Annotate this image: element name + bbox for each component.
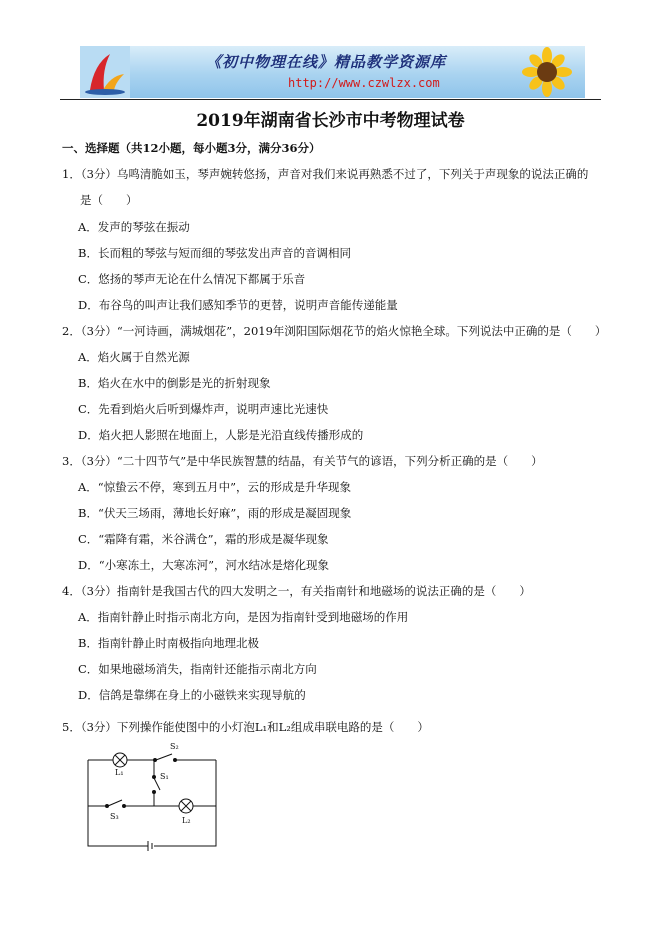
question-2-option-a: A．焰火属于自然光源 <box>78 350 190 364</box>
question-2-option-d: D．焰火把人影照在地面上，人影是光沿直线传播形成的 <box>78 428 364 442</box>
question-2-text: 2．（3分）“一河诗画，满城烟花”，2019年浏阳国际烟花节的焰火惊艳全球。下列说法中正确的是（ ） <box>62 324 607 338</box>
page-title: 2019年湖南省长沙市中考物理试卷 <box>196 111 465 131</box>
circuit-label-s3: S₃ <box>110 812 119 821</box>
circuit-label-s1: S₁ <box>160 772 169 781</box>
question-2-option-b: B．焰火在水中的倒影是光的折射现象 <box>78 376 271 390</box>
banner-title: 《初中物理在线》精品教学资源库 <box>206 53 447 71</box>
banner-url: http://www.czwlzx.com <box>288 76 440 90</box>
question-3-text: 3．（3分）“二十四节气”是中华民族智慧的结晶，有关节气的谚语，下列分析正确的是（ ） <box>62 454 543 468</box>
site-logo <box>80 46 130 98</box>
header-banner <box>80 46 585 98</box>
question-1-option-d: D．布谷鸟的叫声让我们感知季节的更替，说明声音能传递能量 <box>78 298 398 312</box>
circuit-label-l1: L₁ <box>115 768 124 777</box>
circuit-label-l2: L₂ <box>182 816 191 825</box>
header-rule <box>60 99 601 100</box>
question-1-option-b: B．长而粗的琴弦与短而细的琴弦发出声音的音调相同 <box>78 246 351 260</box>
question-4-option-b: B．指南针静止时南极指向地理北极 <box>78 636 259 650</box>
question-3-option-d: D．“小寒冻土，大寒冻河”，河水结冰是熔化现象 <box>78 558 329 572</box>
question-4-option-d: D．信鸽是靠绑在身上的小磁铁来实现导航的 <box>78 688 306 702</box>
question-3-option-b: B．“伏天三场雨，薄地长好麻”，雨的形成是凝固现象 <box>78 506 352 520</box>
circuit-label-s2: S₂ <box>170 742 179 751</box>
question-1-text: 1．（3分）乌鸣清脆如玉，琴声婉转悠扬，声音对我们来说再熟悉不过了，下列关于声现象的说法正确的 <box>62 167 589 181</box>
question-3-option-c: C．“霜降有霜，米谷满仓”，霜的形成是凝华现象 <box>78 532 329 546</box>
sunflower-image <box>517 46 577 98</box>
question-1-option-a: A．发声的琴弦在振动 <box>78 220 190 234</box>
question-1-text-cont: 是（ ） <box>80 193 138 207</box>
section-heading: 一、选择题（共12小题，每小题3分，满分36分） <box>62 141 321 155</box>
question-2-option-c: C．先看到焰火后听到爆炸声，说明声速比光速快 <box>78 402 329 416</box>
question-4-option-c: C．如果地磁场消失，指南针还能指示南北方向 <box>78 662 317 676</box>
circuit-diagram <box>84 742 224 858</box>
question-4-option-a: A．指南针静止时指示南北方向，是因为指南针受到地磁场的作用 <box>78 610 409 624</box>
question-3-option-a: A．“惊蛰云不停，寒到五月中”，云的形成是升华现象 <box>78 480 352 494</box>
question-5-text: 5．（3分）下列操作能使图中的小灯泡L₁和L₂组成串联电路的是（ ） <box>62 720 429 734</box>
question-4-text: 4．（3分）指南针是我国古代的四大发明之一，有关指南针和地磁场的说法正确的是（ ） <box>62 584 531 598</box>
question-1-option-c: C．悠扬的琴声无论在什么情况下都属于乐音 <box>78 272 306 286</box>
